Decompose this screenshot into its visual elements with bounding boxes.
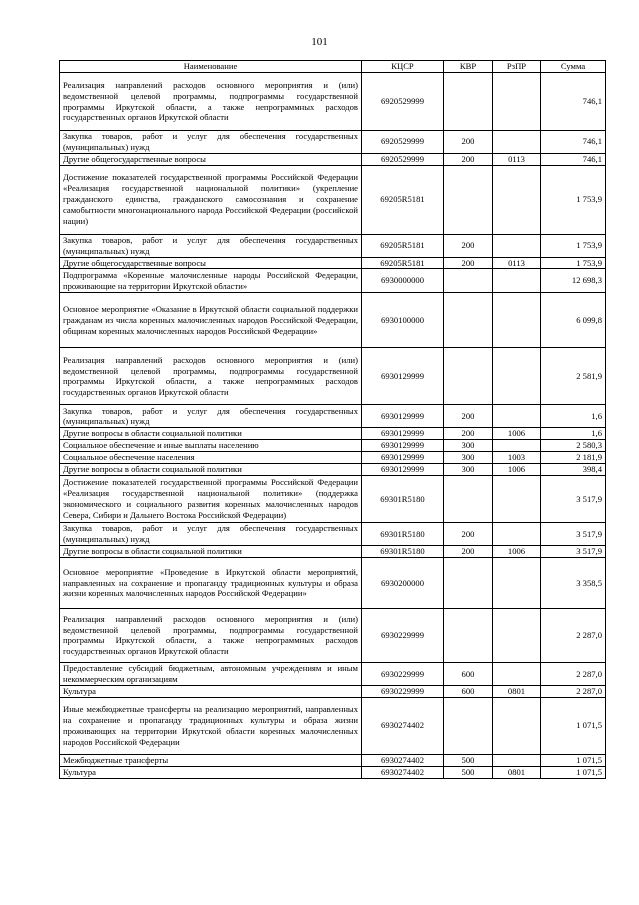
table-body (60, 73, 606, 779)
cell-sum: 1,6 (541, 428, 606, 440)
table-row (60, 131, 606, 154)
table-row (60, 293, 606, 348)
cell-name: Культура (60, 685, 362, 697)
cell-sum: 1 753,9 (541, 257, 606, 269)
cell-rzpr (493, 754, 541, 766)
cell-kvr: 200 (444, 523, 493, 546)
cell-kvr (444, 73, 493, 131)
cell-kvr: 200 (444, 131, 493, 154)
table-row (60, 523, 606, 546)
cell-kcsr: 6930129999 (362, 405, 444, 428)
cell-rzpr (493, 165, 541, 234)
cell-kcsr: 6930000000 (362, 269, 444, 293)
cell-rzpr: 0801 (493, 685, 541, 697)
cell-kcsr: 69205R5181 (362, 165, 444, 234)
cell-name: Основное мероприятие «Оказание в Иркутской области социальной поддержки гражданам из числа коренных малочисленных народов Российской Федерации, общинам коренных малочисленных народов Российской Федерации» (60, 293, 362, 348)
cell-rzpr: 1006 (493, 428, 541, 440)
page-number: 101 (311, 36, 328, 48)
table-row (60, 546, 606, 558)
cell-kcsr: 6930129999 (362, 452, 444, 464)
cell-rzpr: 0801 (493, 766, 541, 778)
header-kcsr: КЦСР (362, 61, 444, 73)
cell-kvr (444, 165, 493, 234)
cell-rzpr (493, 131, 541, 154)
table-row (60, 685, 606, 697)
table-row (60, 269, 606, 293)
header-sum: Сумма (541, 61, 606, 73)
cell-kcsr: 6920529999 (362, 73, 444, 131)
table-header-row (60, 61, 606, 73)
cell-name: Социальное обеспечение и иные выплаты населению (60, 440, 362, 452)
cell-name: Реализация направлений расходов основного мероприятия и (или) ведомственной целевой программы, подпрограммы государственной программы Иркутской области, а также непрограммных расходов государственных органов Иркутской области (60, 348, 362, 405)
table-row (60, 464, 606, 476)
header-kvr: КВР (444, 61, 493, 73)
table-row (60, 165, 606, 234)
cell-kvr (444, 557, 493, 608)
cell-kvr: 200 (444, 234, 493, 257)
cell-kvr (444, 269, 493, 293)
table-row (60, 557, 606, 608)
cell-kcsr: 6930129999 (362, 440, 444, 452)
cell-kcsr: 69301R5180 (362, 546, 444, 558)
table-row (60, 697, 606, 754)
cell-name: Другие вопросы в области социальной политики (60, 428, 362, 440)
cell-sum: 3 517,9 (541, 546, 606, 558)
cell-kvr (444, 476, 493, 523)
header-rzpr: РзПР (493, 61, 541, 73)
cell-kvr (444, 348, 493, 405)
cell-name: Закупка товаров, работ и услуг для обеспечения государственных (муниципальных) нужд (60, 234, 362, 257)
cell-kcsr: 69205R5181 (362, 257, 444, 269)
cell-kvr: 600 (444, 662, 493, 685)
table-row (60, 754, 606, 766)
cell-kvr: 300 (444, 440, 493, 452)
cell-rzpr (493, 523, 541, 546)
cell-sum: 398,4 (541, 464, 606, 476)
cell-kvr: 500 (444, 766, 493, 778)
cell-name: Основное мероприятие «Проведение в Иркутской области мероприятий, направленных на сохранение и пропаганду традиционных культуры и образа жизни коренных малочисленных народов Российской Федерации» (60, 557, 362, 608)
cell-name: Другие вопросы в области социальной политики (60, 546, 362, 558)
table-row (60, 234, 606, 257)
cell-kvr: 300 (444, 464, 493, 476)
cell-name: Реализация направлений расходов основного мероприятия и (или) ведомственной целевой программы, подпрограммы государственной программы Иркутской области, а также непрограммных расходов государственных органов Иркутской области (60, 608, 362, 662)
cell-sum: 2 287,0 (541, 662, 606, 685)
cell-sum: 3 517,9 (541, 523, 606, 546)
cell-kcsr: 6930129999 (362, 428, 444, 440)
cell-sum: 1 753,9 (541, 234, 606, 257)
cell-sum: 6 099,8 (541, 293, 606, 348)
table-row (60, 662, 606, 685)
cell-kvr: 200 (444, 257, 493, 269)
cell-rzpr (493, 73, 541, 131)
table-row (60, 608, 606, 662)
cell-sum: 746,1 (541, 73, 606, 131)
header-name: Наименование (60, 61, 362, 73)
cell-sum: 3 517,9 (541, 476, 606, 523)
cell-kcsr: 6920529999 (362, 131, 444, 154)
cell-kvr (444, 697, 493, 754)
cell-kvr: 200 (444, 405, 493, 428)
cell-rzpr (493, 662, 541, 685)
cell-name: Иные межбюджетные трансферты на реализацию мероприятий, направленных на сохранение и пропаганду традиционных культуры и образа жизни проживающих на территории Иркутской области коренных малочисленных народов Российской Федерации (60, 697, 362, 754)
table-row (60, 348, 606, 405)
cell-kcsr: 6930100000 (362, 293, 444, 348)
cell-kcsr: 6930274402 (362, 754, 444, 766)
cell-kvr: 600 (444, 685, 493, 697)
cell-sum: 1 071,5 (541, 754, 606, 766)
cell-rzpr (493, 269, 541, 293)
cell-kvr: 500 (444, 754, 493, 766)
cell-kvr: 200 (444, 153, 493, 165)
cell-kcsr: 6930229999 (362, 608, 444, 662)
cell-rzpr (493, 405, 541, 428)
cell-name: Другие общегосударственные вопросы (60, 153, 362, 165)
table-row (60, 452, 606, 464)
cell-sum: 2 580,3 (541, 440, 606, 452)
table-row (60, 428, 606, 440)
cell-sum: 746,1 (541, 153, 606, 165)
cell-sum: 1 071,5 (541, 697, 606, 754)
cell-kvr: 200 (444, 546, 493, 558)
cell-name: Социальное обеспечение населения (60, 452, 362, 464)
cell-kcsr: 69205R5181 (362, 234, 444, 257)
cell-kvr (444, 608, 493, 662)
cell-kcsr: 69301R5180 (362, 523, 444, 546)
cell-sum: 3 358,5 (541, 557, 606, 608)
cell-name: Закупка товаров, работ и услуг для обеспечения государственных (муниципальных) нужд (60, 405, 362, 428)
cell-name: Другие общегосударственные вопросы (60, 257, 362, 269)
budget-table (59, 60, 606, 779)
cell-rzpr (493, 348, 541, 405)
cell-rzpr: 1006 (493, 464, 541, 476)
table-row (60, 257, 606, 269)
cell-rzpr (493, 293, 541, 348)
cell-name: Достижение показателей государственной программы Российской Федерации «Реализация государственной национальной политики» (поддержка экономического и социального развития коренных малочисленных народов Севера, Сибири и Дальнего Востока Российской Федерации) (60, 476, 362, 523)
cell-kcsr: 6930229999 (362, 685, 444, 697)
cell-kcsr: 6920529999 (362, 153, 444, 165)
cell-name: Закупка товаров, работ и услуг для обеспечения государственных (муниципальных) нужд (60, 523, 362, 546)
cell-kcsr: 6930200000 (362, 557, 444, 608)
table-row (60, 766, 606, 778)
table-row (60, 476, 606, 523)
cell-sum: 2 181,9 (541, 452, 606, 464)
cell-sum: 12 698,3 (541, 269, 606, 293)
cell-rzpr (493, 608, 541, 662)
cell-kcsr: 6930274402 (362, 697, 444, 754)
cell-sum: 2 581,9 (541, 348, 606, 405)
cell-name: Другие вопросы в области социальной политики (60, 464, 362, 476)
cell-rzpr: 0113 (493, 257, 541, 269)
cell-name: Достижение показателей государственной программы Российской Федерации «Реализация государственной национальной политики» (укрепление гражданского единства, гражданского самосознания и сохранение самобытности многонационального народа Российской Федерации (российской нации) (60, 165, 362, 234)
cell-kvr: 300 (444, 452, 493, 464)
table-row (60, 440, 606, 452)
table-row (60, 405, 606, 428)
cell-rzpr (493, 440, 541, 452)
cell-sum: 1 071,5 (541, 766, 606, 778)
cell-kcsr: 6930129999 (362, 348, 444, 405)
cell-sum: 746,1 (541, 131, 606, 154)
cell-kvr (444, 293, 493, 348)
cell-rzpr (493, 557, 541, 608)
cell-rzpr: 0113 (493, 153, 541, 165)
cell-name: Межбюджетные трансферты (60, 754, 362, 766)
cell-name: Предоставление субсидий бюджетным, автономным учреждениям и иным некоммерческим организациям (60, 662, 362, 685)
cell-name: Реализация направлений расходов основного мероприятия и (или) ведомственной целевой программы, подпрограммы государственной программы Иркутской области, а также непрограммных расходов государственных органов Иркутской области (60, 73, 362, 131)
cell-name: Культура (60, 766, 362, 778)
cell-rzpr (493, 476, 541, 523)
cell-kvr: 200 (444, 428, 493, 440)
cell-rzpr: 1003 (493, 452, 541, 464)
cell-rzpr (493, 234, 541, 257)
cell-name: Подпрограмма «Коренные малочисленные народы Российской Федерации, проживающие на территории Иркутской области» (60, 269, 362, 293)
cell-sum: 1 753,9 (541, 165, 606, 234)
cell-rzpr: 1006 (493, 546, 541, 558)
cell-rzpr (493, 697, 541, 754)
cell-kcsr: 6930129999 (362, 464, 444, 476)
cell-kcsr: 6930229999 (362, 662, 444, 685)
cell-kcsr: 69301R5180 (362, 476, 444, 523)
cell-sum: 2 287,0 (541, 685, 606, 697)
cell-name: Закупка товаров, работ и услуг для обеспечения государственных (муниципальных) нужд (60, 131, 362, 154)
table-row (60, 73, 606, 131)
cell-sum: 2 287,0 (541, 608, 606, 662)
cell-sum: 1,6 (541, 405, 606, 428)
table-row (60, 153, 606, 165)
cell-kcsr: 6930274402 (362, 766, 444, 778)
